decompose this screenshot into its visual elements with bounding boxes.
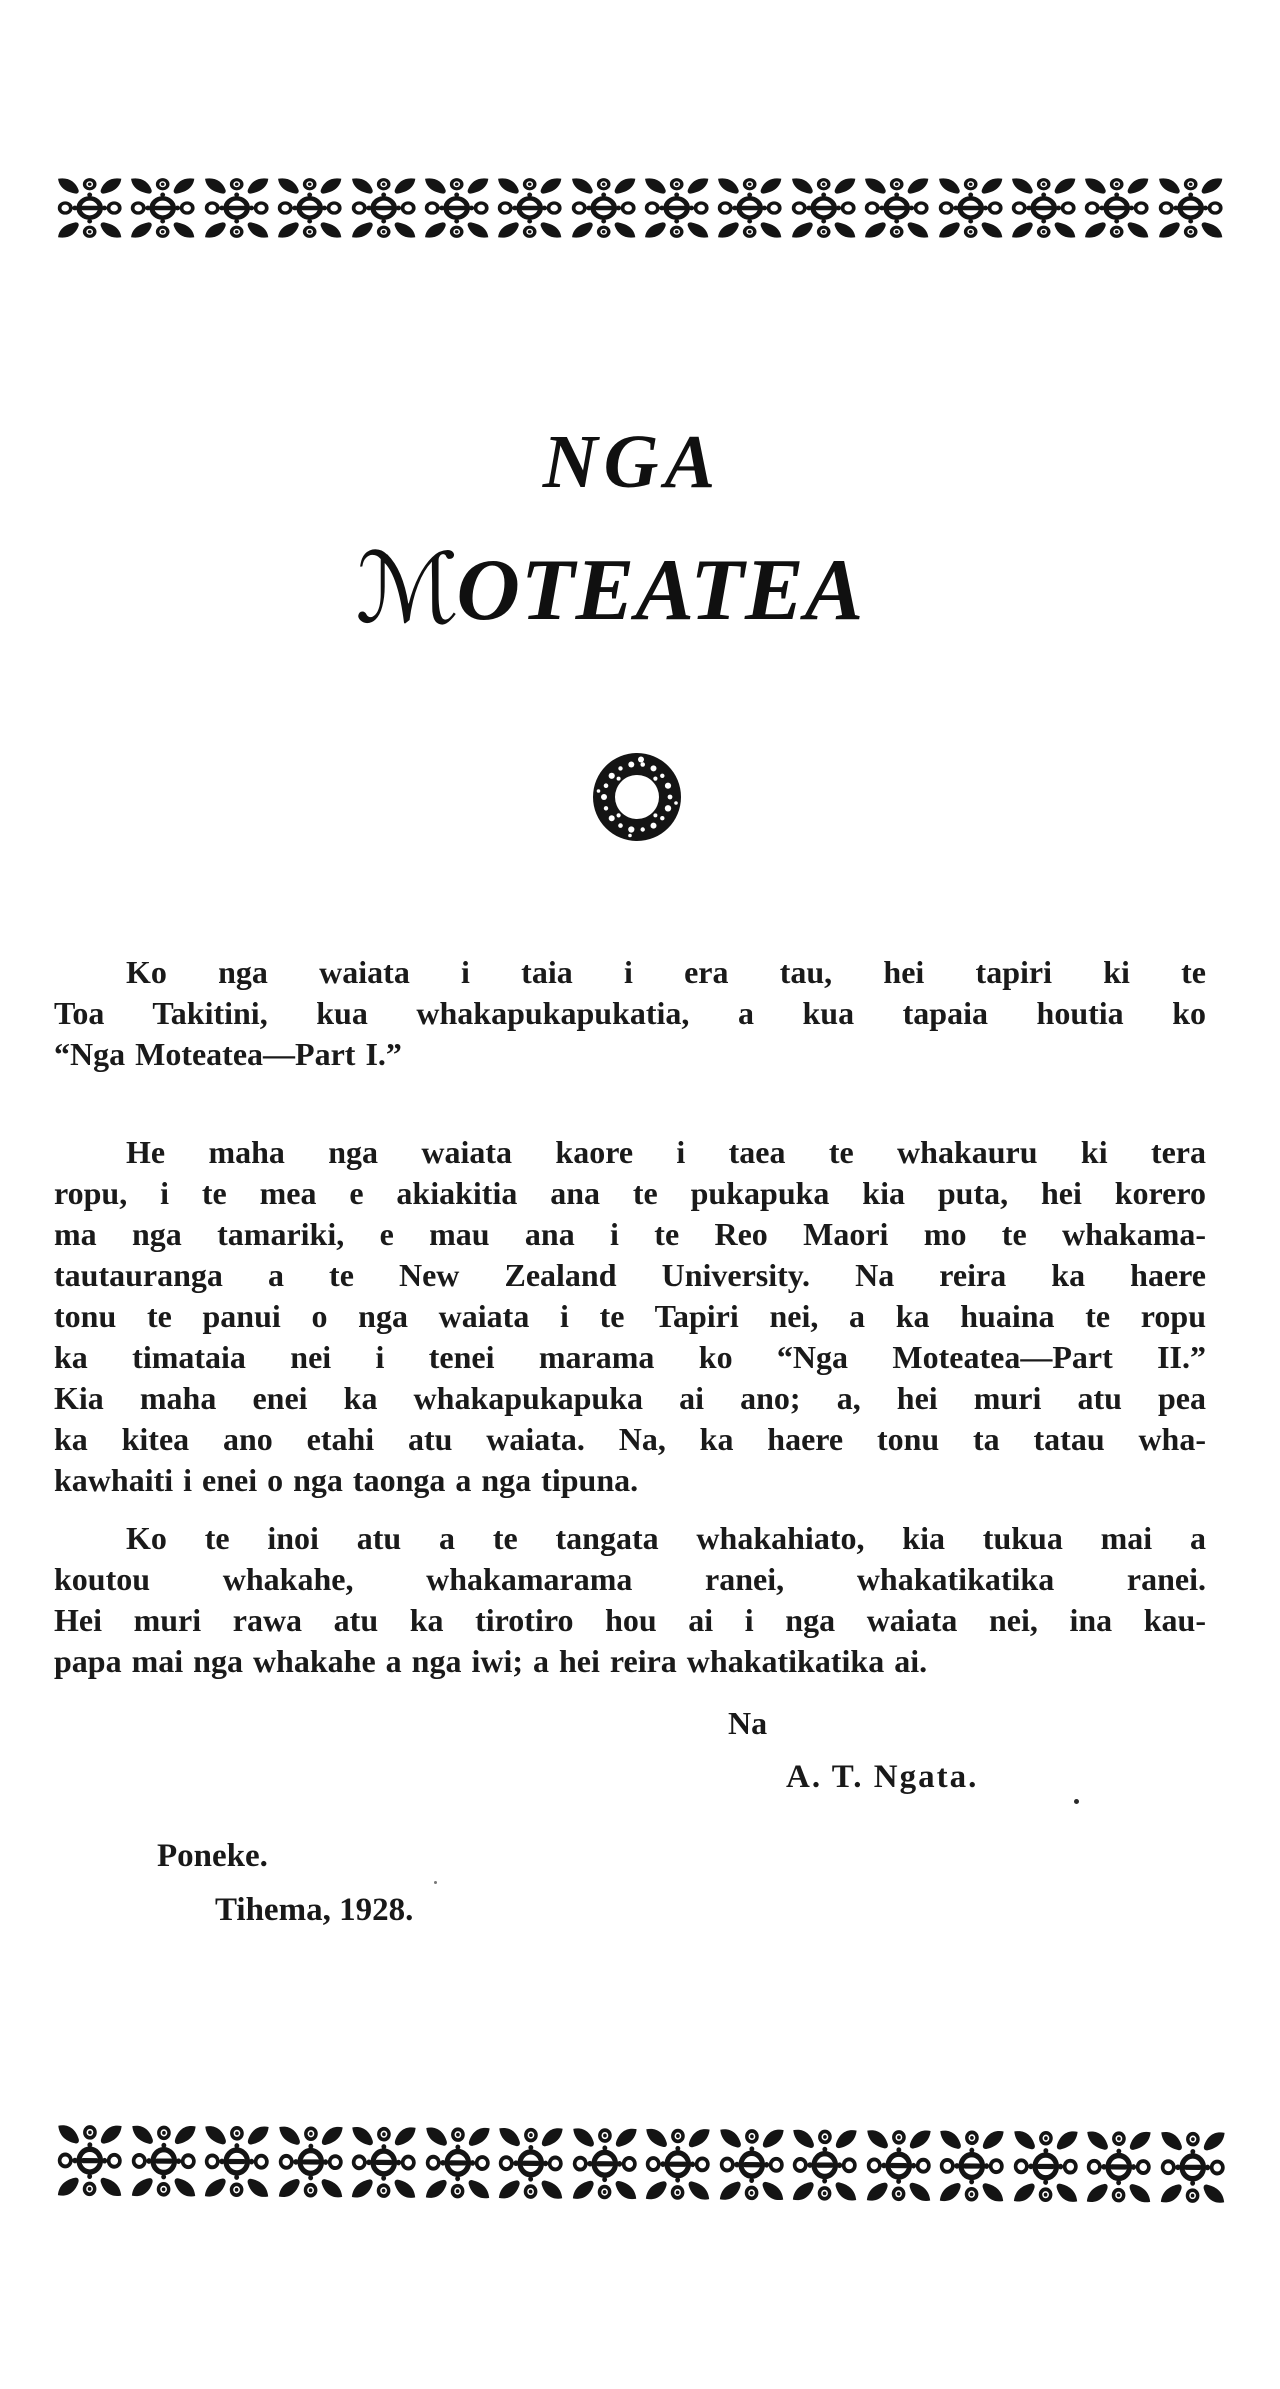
floral-ornament-tile-icon [274,176,345,240]
floral-ornament-tile-icon [568,176,639,240]
floral-ornament-tile-icon [788,176,859,240]
floral-ornament-tile-icon [1008,176,1079,240]
text-line: Ko nga waiata i taia i era tau, hei tapiri ki te [126,954,1206,990]
imprint-place: Poneke. [157,1838,268,1874]
floral-ornament-tile-icon [936,2128,1008,2204]
top-ornament-band [54,176,1226,240]
book-title-line1: NGA [542,420,722,504]
text-line: ropu, i te mea e akiakitia ana te pukapuka kia puta, hei korero [54,1175,1206,1211]
paragraph-1 [54,952,1206,1075]
floral-ornament-tile-icon [201,176,272,240]
text-line: ka kitea ano etahi atu waiata. Na, ka haere tonu ta tatau wha- [54,1421,1206,1457]
floral-ornament-tile-icon [1083,2129,1155,2205]
title-line2-rest: OTEATEA [456,542,865,639]
book-title-line2 [0,532,1250,645]
floral-ornament-tile-icon [642,2126,714,2202]
text-line: papa mai nga whakahe a nga iwi; a hei reira whakatikatika ai. [54,1643,928,1679]
floral-ornament-tile-icon [1009,2128,1081,2204]
text-line: tautauranga a te New Zealand University. Na reira ka haere [54,1257,1206,1293]
swash-initial-m: ℳ [355,532,461,645]
floral-ornament-tile-icon [1156,2129,1228,2205]
floral-ornament-tile-icon [862,2127,934,2203]
floral-ornament-tile-icon [494,176,565,240]
imprint-date: Tihema, 1928. [215,1892,414,1928]
text-line: He maha nga waiata kaore i taea te whakauru ki tera [126,1134,1206,1170]
text-line: ka timataia nei i tenei marama ko “Nga Moteatea—Part II.” [54,1339,1206,1375]
paragraph-3 [54,1518,1206,1682]
floral-ornament-tile-icon [274,2124,346,2200]
text-line: tonu te panui o nga waiata i te Tapiri nei, a ka huaina te ropu [54,1298,1206,1334]
signature-na: Na [728,1705,768,1741]
ink-speck [434,1881,437,1884]
floral-ornament-tile-icon [201,2123,273,2199]
floral-ornament-tile-icon [935,176,1006,240]
floral-ornament-tile-icon [348,176,419,240]
rosette-ring-ornament-icon [591,751,683,843]
floral-ornament-tile-icon [714,176,785,240]
text-line: Hei muri rawa atu ka tirotiro hou ai i nga waiata nei, ina kau- [54,1602,1206,1638]
text-line: koutou whakahe, whakamarama ranei, whakatikatika ranei. [54,1561,1206,1597]
floral-ornament-tile-icon [789,2127,861,2203]
paragraph-2 [54,1132,1206,1501]
floral-ornament-tile-icon [54,2122,126,2198]
text-line: Toa Takitini, kua whakapukapukatia, a kua tapaia houtia ko [54,995,1206,1031]
floral-ornament-tile-icon [495,2125,567,2201]
floral-ornament-tile-icon [421,2125,493,2201]
floral-ornament-tile-icon [861,176,932,240]
floral-ornament-tile-icon [127,176,198,240]
floral-ornament-tile-icon [54,176,125,240]
floral-ornament-tile-icon [127,2123,199,2199]
floral-ornament-tile-icon [715,2126,787,2202]
text-line: ma nga tamariki, e mau ana i te Reo Maori mo te whakama- [54,1216,1206,1252]
ink-speck [1074,1799,1079,1804]
floral-ornament-tile-icon [1155,176,1226,240]
text-line: Ko te inoi atu a te tangata whakahiato, kia tukua mai a [126,1520,1206,1556]
floral-ornament-tile-icon [421,176,492,240]
text-line: “Nga Moteatea—Part I.” [54,1036,402,1072]
signature-author-name: A. T. Ngata. [786,1759,979,1795]
text-line: Kia maha enei ka whakapukapuka ai ano; a, hei muri atu pea [54,1380,1206,1416]
floral-ornament-tile-icon [1081,176,1152,240]
floral-ornament-tile-icon [568,2126,640,2202]
bottom-ornament-band [54,2122,1228,2205]
floral-ornament-tile-icon [641,176,712,240]
text-line: kawhaiti i enei o nga taonga a nga tipuna. [54,1462,639,1498]
floral-ornament-tile-icon [348,2124,420,2200]
